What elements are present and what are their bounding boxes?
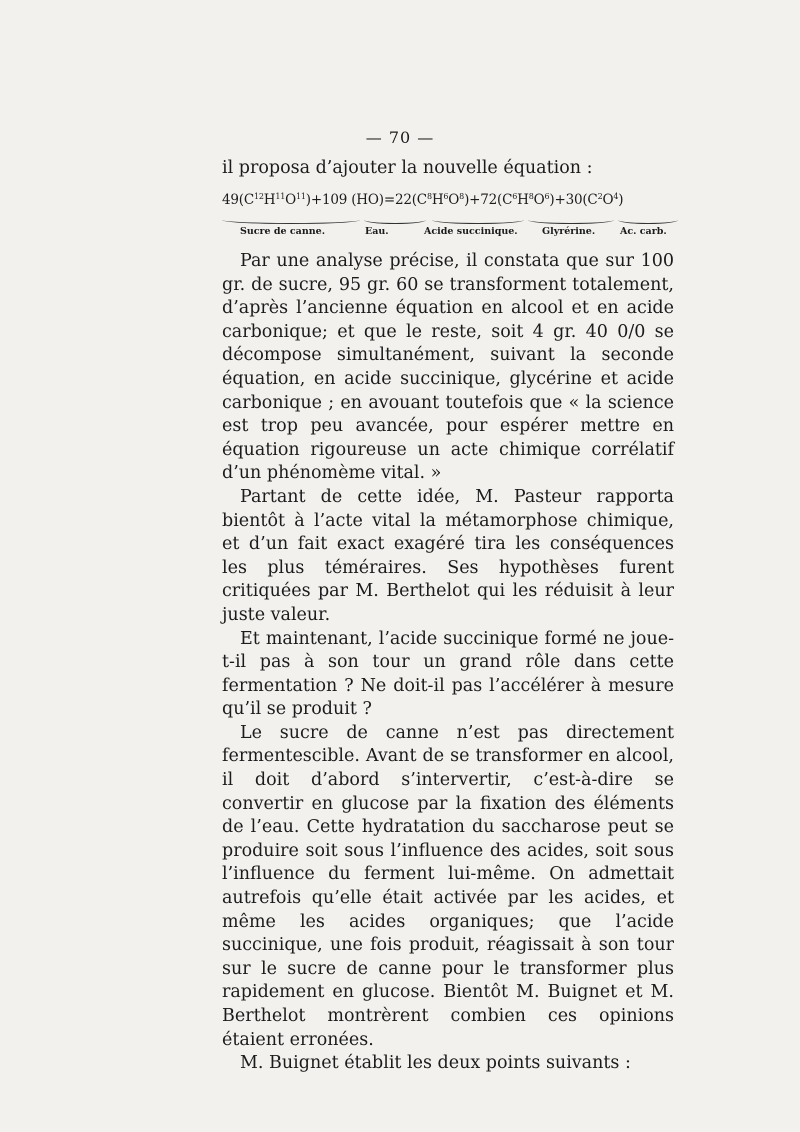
brace-glycerine xyxy=(528,216,614,224)
brace-acide-succinique xyxy=(432,216,524,224)
eq-term-eau: 109 (HO) xyxy=(321,192,384,208)
paragraph: Partant de cette idée, M. Pasteur rapporta bientôt à l’acte vital la métamorphose chimique, et d’un fait exact exagéré tira les conséquences les plus téméraires. Ses hypothèses furent critiquées par M. Berthelot qui les réduisit à leur juste valeur. xyxy=(222,486,674,625)
brace-acide-carbonique xyxy=(618,216,678,224)
brace-sucre xyxy=(222,216,360,224)
paragraph: Par une analyse précise, il constata que sur 100 gr. de sucre, 95 gr. 60 se transforment totalement, d’après l’ancienne équation en alcool et en acide carbonique; et que le reste, soit 4 gr. 40 0/0 se décompose simultanément, suivant la seconde équation, en acide succinique, glycérine et acide carbonique ; en avouant toutefois que « la science est trop peu avancée, pour espérer mettre en équation rigoureuse un acte chimique corrélatif d’un phénomème vital. » xyxy=(222,251,674,484)
eq-term-acide-carbonique: $30(C^2O^4)$ xyxy=(565,192,624,208)
paragraph: Et maintenant, l’acide succinique formé ne joue-t-il pas à son tour un grand rôle dans cette fermentation ? Ne doit-il pas l’accélérer à mesure qu’il se produit ? xyxy=(222,628,674,720)
eq-term-sucre: $49(C^{12}H^{11}O^{11})$ xyxy=(222,192,311,208)
paragraph: M. Buignet établit les deux points suivants : xyxy=(240,1053,631,1074)
label-acide-carbonique: Ac. carb. xyxy=(620,226,667,237)
chemical-equation: $49(C^{12}H^{11}O^{11})+109$ $(HO)=22(C^8H^6O^8)+72(C^6H^8O^6)+30(C^2O^4)$ xyxy=(222,192,624,208)
eq-term-acide-succinique: $22(C^8H^6O^8)$ xyxy=(394,192,470,208)
label-sucre: Sucre de canne. xyxy=(240,226,326,237)
body-text xyxy=(222,250,674,1076)
eq-term-glycerine: $72(C^6H^8O^6)$ xyxy=(480,192,555,208)
paragraph: Le sucre de canne n’est pas directement fermentescible. Avant de se transformer en alcool, il doit d’abord s’intervertir, c’est-à-dire se convertir en glucose par la fixation des éléments de l’eau. Cette hydratation du saccharose peut se produire soit sous l’influence des acides, soit sous l’influence du ferment lui-même. On admettait autrefois qu’elle était activée par les acides, et même les acides organiques; que l’acide succinique, une fois produit, réagissait à son tour sur le sucre de canne pour le transformer plus rapidement en glucose. Bientôt M. Buignet et M. Berthelot montrèrent combien ces opinions étaient erronées. xyxy=(222,722,674,1050)
page-number: — 70 — xyxy=(365,128,435,147)
brace-eau xyxy=(364,216,426,224)
label-acide-succinique: Acide succinique. xyxy=(424,226,518,237)
label-eau: Eau. xyxy=(365,226,389,237)
equation-labels xyxy=(222,226,678,242)
intro-line: il proposa d’ajouter la nouvelle équation : xyxy=(222,158,593,178)
label-glycerine: Glyrérine. xyxy=(542,226,596,237)
